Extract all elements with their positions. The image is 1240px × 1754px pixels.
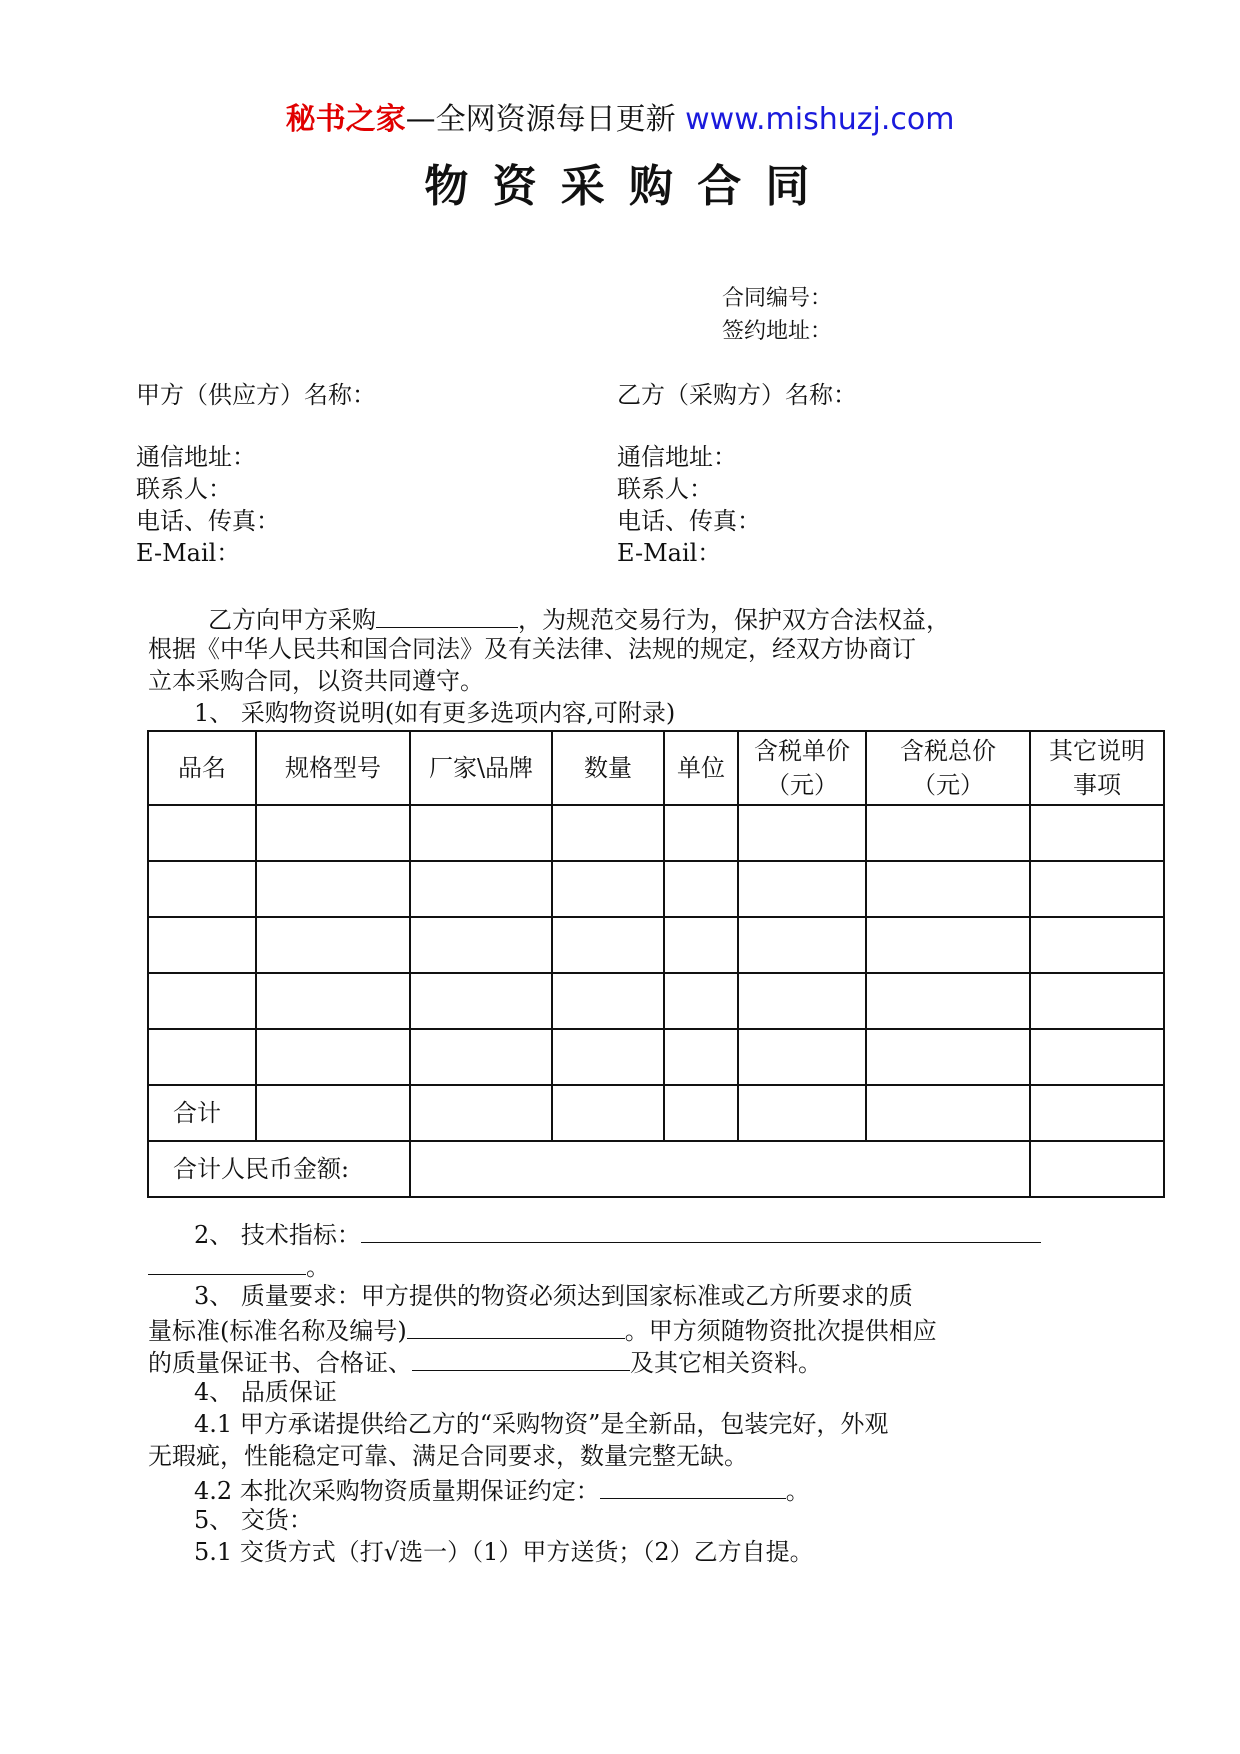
section-2-line xyxy=(194,1216,1041,1251)
site-tagline: —全网资源每日更新 xyxy=(405,102,686,137)
sign-place-label: 签约地址： xyxy=(722,319,833,344)
table-header-row xyxy=(148,731,1164,805)
section-4-2 xyxy=(194,1472,810,1507)
table-cell[interactable] xyxy=(738,917,866,973)
section-4-heading: 4、 品质保证 xyxy=(194,1378,337,1406)
section-4-2-text: 4.2 本批次采购物资质量期保证约定： xyxy=(194,1477,600,1505)
intro-text: 乙方向甲方采购 xyxy=(208,606,376,634)
table-cell[interactable] xyxy=(410,861,552,917)
standard-name-blank[interactable] xyxy=(407,1312,625,1339)
site-banner xyxy=(0,100,1240,140)
header-cell: 规格型号 xyxy=(256,731,410,805)
table-cell[interactable] xyxy=(1030,917,1164,973)
table-cell[interactable] xyxy=(410,805,552,861)
site-name: 秘书之家 xyxy=(285,102,406,137)
table-cell[interactable] xyxy=(256,861,410,917)
table-cell[interactable] xyxy=(148,1029,256,1085)
header-cell: 厂家\品牌 xyxy=(410,731,552,805)
table-cell[interactable] xyxy=(664,861,738,917)
certificate-blank[interactable] xyxy=(412,1344,630,1371)
table-row xyxy=(148,805,1164,861)
table-row xyxy=(148,1029,1164,1085)
table-row xyxy=(148,861,1164,917)
intro-line-2: 根据《中华人民共和国合同法》及有关法律、法规的规定，经双方协商订 xyxy=(148,635,916,663)
table-cell[interactable] xyxy=(552,917,664,973)
party-b-address: 通信地址： xyxy=(617,443,737,471)
section-3-text: 量标准(标准名称及编号) xyxy=(148,1317,407,1345)
table-cell[interactable] xyxy=(1030,1141,1164,1197)
section-4-2-end: 。 xyxy=(785,1477,810,1505)
table-cell[interactable] xyxy=(664,805,738,861)
header-cell: 含税总价（元） xyxy=(866,731,1030,805)
table-cell[interactable] xyxy=(866,973,1030,1029)
table-cell[interactable] xyxy=(552,805,664,861)
table-cell[interactable] xyxy=(256,973,410,1029)
table-cell[interactable] xyxy=(738,1085,866,1141)
table-cell[interactable] xyxy=(866,805,1030,861)
materials-table xyxy=(147,730,1165,1198)
table-cell[interactable] xyxy=(866,917,1030,973)
tech-spec-blank[interactable] xyxy=(361,1216,1041,1243)
section-4-1-line-2: 无瑕疵，性能稳定可靠、满足合同要求，数量完整无缺。 xyxy=(148,1442,748,1470)
header-cell: 数量 xyxy=(552,731,664,805)
table-cell[interactable] xyxy=(148,917,256,973)
table-cell[interactable] xyxy=(1030,1085,1164,1141)
section-2-label: 2、 技术指标： xyxy=(194,1221,361,1249)
header-cell: 品名 xyxy=(148,731,256,805)
table-cell[interactable] xyxy=(664,1029,738,1085)
party-b-email: E-Mail： xyxy=(617,539,722,567)
section-3-line-2 xyxy=(148,1312,937,1347)
intro-line-1 xyxy=(208,601,950,636)
party-a-phone: 电话、传真： xyxy=(136,507,280,535)
table-cell[interactable] xyxy=(256,805,410,861)
section-3-line-3 xyxy=(148,1344,822,1379)
rmb-amount-cell[interactable] xyxy=(410,1141,1030,1197)
table-cell[interactable] xyxy=(256,917,410,973)
section-3-text-cont: 。甲方须随物资批次提供相应 xyxy=(624,1317,937,1345)
table-cell[interactable] xyxy=(552,973,664,1029)
table-cell[interactable] xyxy=(1030,973,1164,1029)
rmb-amount-label: 合计人民币金额: xyxy=(148,1141,410,1197)
table-cell[interactable] xyxy=(664,1085,738,1141)
intro-line-3: 立本采购合同，以资共同遵守。 xyxy=(148,667,484,695)
table-cell[interactable] xyxy=(552,1029,664,1085)
table-cell[interactable] xyxy=(410,917,552,973)
total-label: 合计 xyxy=(148,1085,256,1141)
table-cell[interactable] xyxy=(256,1029,410,1085)
section-3-text: 的质量保证书、合格证、 xyxy=(148,1349,412,1377)
intro-text-cont: ，为规范交易行为，保护双方合法权益， xyxy=(518,606,950,634)
party-b-name: 乙方（采购方）名称： xyxy=(617,381,857,409)
table-cell[interactable] xyxy=(664,973,738,1029)
document-title: 物资采购合同 xyxy=(424,161,834,212)
table-total-row xyxy=(148,1085,1164,1141)
section-4-1-line-1: 4.1 甲方承诺提供给乙方的“采购物资”是全新品，包装完好，外观 xyxy=(194,1410,889,1438)
table-cell[interactable] xyxy=(738,861,866,917)
table-row xyxy=(148,917,1164,973)
section-5-1: 5.1 交货方式（打√选一）（1）甲方送货；（2）乙方自提。 xyxy=(194,1538,814,1566)
table-cell[interactable] xyxy=(552,861,664,917)
table-cell[interactable] xyxy=(866,1029,1030,1085)
table-cell[interactable] xyxy=(410,1085,552,1141)
header-cell: 含税单价（元） xyxy=(738,731,866,805)
section-5-heading: 5、 交货： xyxy=(194,1506,313,1534)
table-rmb-row xyxy=(148,1141,1164,1197)
party-b-contact: 联系人： xyxy=(617,475,713,503)
section-2-line-2 xyxy=(148,1248,330,1283)
section-3-text-cont: 及其它相关资料。 xyxy=(630,1349,822,1377)
party-a-contact: 联系人： xyxy=(136,475,232,503)
header-cell: 单位 xyxy=(664,731,738,805)
contract-number-label: 合同编号： xyxy=(722,286,833,311)
table-cell[interactable] xyxy=(410,973,552,1029)
party-a-name: 甲方（供应方）名称： xyxy=(136,381,376,409)
table-cell[interactable] xyxy=(410,1029,552,1085)
party-a-address: 通信地址： xyxy=(136,443,256,471)
table-cell[interactable] xyxy=(552,1085,664,1141)
section-2-end: 。 xyxy=(306,1253,330,1281)
table-cell[interactable] xyxy=(148,861,256,917)
party-a-email: E-Mail： xyxy=(136,539,241,567)
section-1-heading: 1、 采购物资说明(如有更多选项内容,可附录) xyxy=(194,699,676,727)
table-cell[interactable] xyxy=(866,1085,1030,1141)
table-cell[interactable] xyxy=(148,805,256,861)
table-cell[interactable] xyxy=(738,973,866,1029)
table-cell[interactable] xyxy=(738,1029,866,1085)
section-3-line-1: 3、 质量要求：甲方提供的物资必须达到国家标准或乙方所要求的质 xyxy=(194,1282,913,1310)
warranty-blank[interactable] xyxy=(600,1472,786,1499)
purchase-item-blank[interactable] xyxy=(376,601,518,628)
table-row xyxy=(148,973,1164,1029)
table-cell[interactable] xyxy=(664,917,738,973)
table-cell[interactable] xyxy=(1030,1029,1164,1085)
table-cell[interactable] xyxy=(738,805,866,861)
table-cell[interactable] xyxy=(1030,861,1164,917)
tech-spec-blank-2[interactable] xyxy=(148,1248,306,1275)
table-cell[interactable] xyxy=(1030,805,1164,861)
table-cell[interactable] xyxy=(256,1085,410,1141)
party-b-phone: 电话、传真： xyxy=(617,507,761,535)
site-url[interactable]: www.mishuzj.com xyxy=(685,102,955,137)
table-cell[interactable] xyxy=(866,861,1030,917)
table-cell[interactable] xyxy=(148,973,256,1029)
header-cell: 其它说明事项 xyxy=(1030,731,1164,805)
